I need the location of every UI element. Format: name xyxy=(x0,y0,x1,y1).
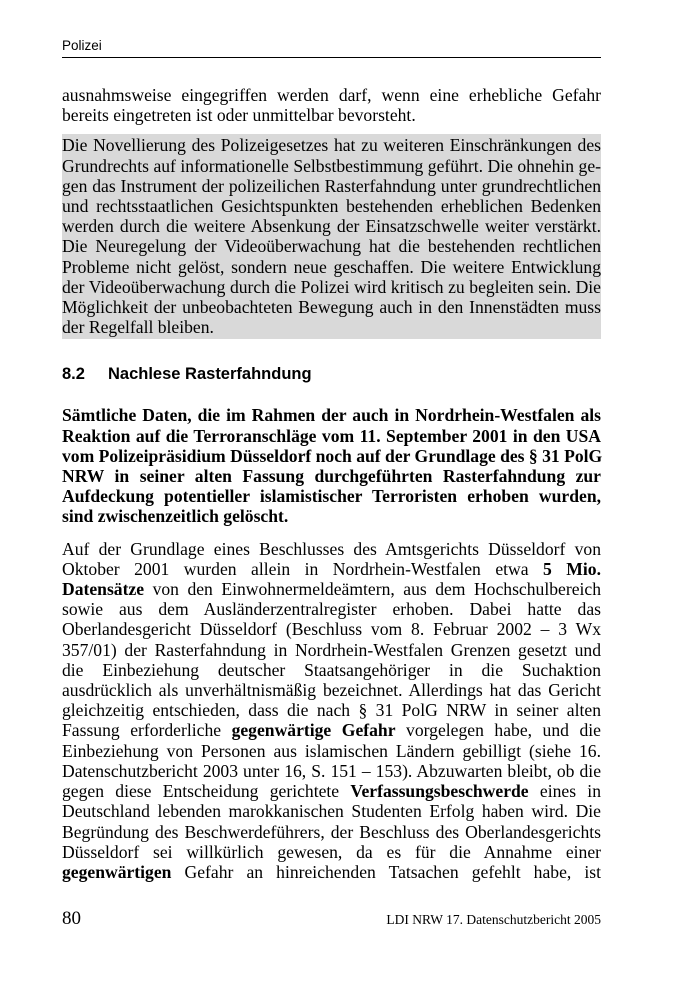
text-line: Möglichkeit der unbeobachteten Bewegung auch in den Innenstädten muss xyxy=(62,297,601,318)
text-line: Reaktion auf die Terroranschläge vom 11. September 2001 in den USA xyxy=(62,425,601,446)
text-line: ausdrücklich als unverhältnismäßig bezeichnet. Allerdings hat das Gericht xyxy=(62,680,601,701)
text-line: Datensätze von den Einwohnermeldeämtern, aus dem Hochschulbereich xyxy=(62,579,601,600)
bold-term: gegenwärtigen xyxy=(62,861,172,882)
text-line: Probleme nicht gelöst, sondern neue geschaffen. Die weitere Entwicklung xyxy=(62,256,601,277)
page-footer xyxy=(62,908,601,930)
bold-term: Datensätze xyxy=(62,579,145,600)
bold-term: gegenwärtige Gefahr xyxy=(231,720,396,741)
text-line: Oberlandesgericht Düsseldorf (Beschluss vom 8. Februar 2002 – 3 Wx xyxy=(62,619,601,640)
text-line: Deutschland lebenden marokkanischen Studenten Erfolg haben wird. Die xyxy=(62,801,601,822)
text-line: ausnahmsweise eingegriffen werden darf, wenn eine erhebliche Gefahr xyxy=(62,85,601,105)
text-line: Die Novellierung des Polizeigesetzes hat zu weiteren Einschränkungen des xyxy=(62,135,601,156)
text-line: Oktober 2001 wurden allein in Nordrhein-Westfalen etwa 5 Mio. xyxy=(62,558,601,579)
text-line: werden durch die weitere Absenkung der Einsatzschwelle weiter verstärkt. xyxy=(62,216,601,237)
intro-paragraph xyxy=(62,85,601,125)
text-line: gegen diese Entscheidung gerichtete Verfassungsbeschwerde eines in xyxy=(62,781,601,802)
text-line: Einbeziehung von Personen aus islamischen Ländern gebilligt (siehe 16. xyxy=(62,740,601,761)
text-line: Grundrechts auf informationelle Selbstbestimmung geführt. Die ohnehin ge- xyxy=(62,155,601,176)
text-line: und rechtsstaatlichen Gesichtspunkten bestehenden erheblichen Bedenken xyxy=(62,196,601,217)
text-line: vom Polizeipräsidium Düsseldorf noch auf der Grundlage des § 31 PolG xyxy=(62,445,603,466)
text-line: Sämtliche Daten, die im Rahmen der auch in Nordrhein-Westfalen als xyxy=(62,405,601,426)
highlighted-summary xyxy=(62,134,601,339)
text-line: Fassung erforderliche gegenwärtige Gefahr vorgelegen habe, und die xyxy=(62,720,601,741)
bold-term: Verfassungsbeschwerde xyxy=(350,781,529,802)
page-number: 80 xyxy=(62,908,81,929)
text-line: Begründung des Beschwerdeführers, der Beschluss des Oberlandesgerichts xyxy=(62,821,601,842)
body-paragraph xyxy=(62,539,601,882)
text-line: bereits eingetreten ist oder unmittelbar bevorsteht. xyxy=(62,105,416,126)
text-line: sowie aus dem Ausländerzentralregister erhoben. Dabei hatte das xyxy=(62,599,601,620)
text-line: die Einbeziehung deutscher Staatsangehöriger in die Suchaktion xyxy=(62,659,601,680)
text-line: 357/01) der Rasterfahndung in Nordrhein-Westfalen Grenzen gesetzt und xyxy=(62,639,601,660)
section-number: 8.2 xyxy=(62,365,85,384)
section-heading xyxy=(62,365,601,384)
text-line: sind zwischenzeitlich gelöscht. xyxy=(62,506,289,527)
text-line: Aufdeckung potentieller islamistischer Terroristen erhoben wurden, xyxy=(62,486,601,507)
text-line: gleichzeitig entschieden, dass die nach § 31 PolG NRW in seiner alten xyxy=(62,700,601,721)
text-line: der Videoüberwachung durch die Polizei wird kritisch zu begleiten sein. Die xyxy=(62,276,601,297)
page-content xyxy=(62,85,601,882)
section-title: Nachlese Rasterfahndung xyxy=(108,365,312,384)
text-line: der Regelfall bleiben. xyxy=(62,317,214,338)
bold-term: 5 Mio. xyxy=(543,558,601,579)
lead-paragraph xyxy=(62,405,601,526)
text-line: Düsseldorf sei willkürlich gewesen, da es für die Annahme einer xyxy=(62,841,601,862)
text-line: Datenschutzbericht 2003 unter 16, S. 151 – 153). Abzuwarten bleibt, ob die xyxy=(62,760,601,781)
text-line: gen das Instrument der polizeilichen Rasterfahndung unter grundrechtlichen xyxy=(62,175,601,196)
text-line: Die Neuregelung der Videoüberwachung hat die bestehenden rechtlichen xyxy=(62,236,601,257)
report-source: LDI NRW 17. Datenschutzbericht 2005 xyxy=(386,912,601,927)
running-header: Polizei xyxy=(62,38,601,58)
text-line: NRW in seiner alten Fassung durchgeführten Rasterfahndung zur xyxy=(62,466,601,487)
text-line: Auf der Grundlage eines Beschlusses des Amtsgerichts Düsseldorf von xyxy=(62,538,601,559)
text-line: gegenwärtigen Gefahr an hinreichenden Tatsachen gefehlt habe, ist xyxy=(62,861,601,882)
